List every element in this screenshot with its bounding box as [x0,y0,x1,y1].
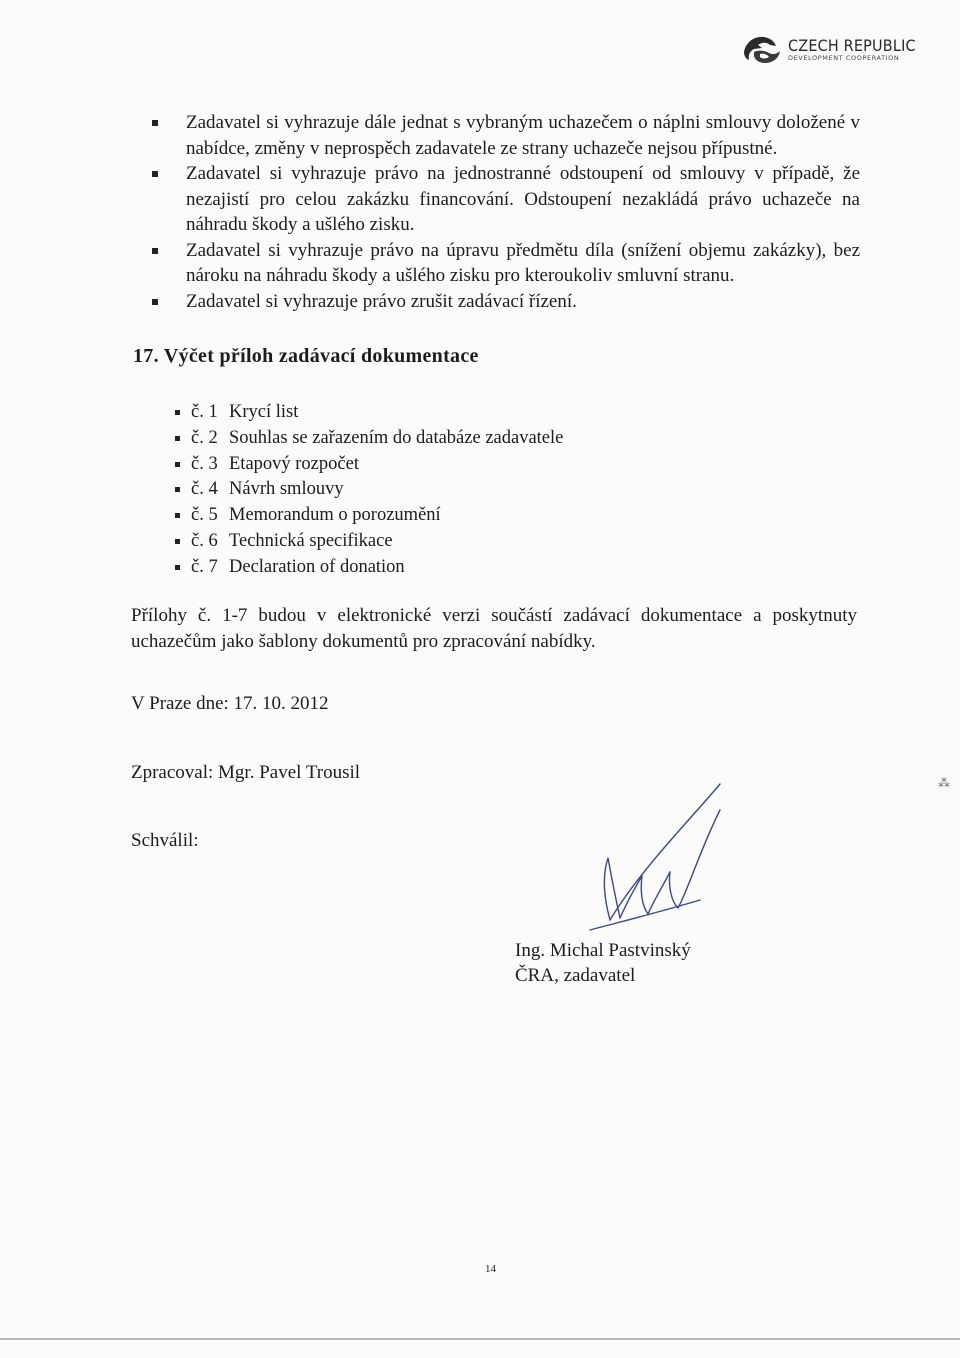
attachments-note: Přílohy č. 1-7 budou v elektronické verzi součástí zadávací dokumentace a poskytnuty uchazečům jako šablony dokumentů pro zpracování nabídky. [131,605,857,652]
attachment-title: Etapový rozpočet [229,453,359,474]
attachment-title: Declaration of donation [229,556,405,577]
attachment-number: č. 1 [191,402,218,422]
page-edge-line [0,1338,960,1340]
list-item: Zadavatel si vyhrazuje dále jednat s vybraným uchazečem o náplni smlouvy doložené v nabídce, změny v neprospěch zadavatele ze strany uchazeče nejsou přípustné. [150,110,860,161]
conditions-list [150,110,860,314]
list-item [175,529,563,555]
list-item [175,477,563,503]
list-item: Zadavatel si vyhrazuje právo na jednostranné odstoupení od smlouvy v případě, že nezajistí pro celou zakázku financování. Odstoupení nezakládá právo uchazeče na náhradu škody a ušlého zisku. [150,161,860,238]
attachment-number: č. 4 [191,479,218,500]
czech-lion-emblem-icon [740,32,784,66]
attachment-number: č. 7 [191,556,218,577]
attachment-title: Memorandum o porozumění [229,505,441,526]
attachment-title: Krycí list [229,402,299,422]
attachment-title: Technická specifikace [229,530,393,551]
list-item [175,400,563,426]
attachment-title: Souhlas se zařazením do databáze zadavatele [229,427,564,448]
attachments-list [175,400,563,581]
signer-name: Ing. Michal Pastvinský [515,940,691,961]
list-item [175,426,563,452]
handwritten-signature [570,780,740,950]
date-line: V Praze dne: 17. 10. 2012 [131,693,329,714]
logo-subtitle: DEVELOPMENT COOPERATION [788,54,900,62]
list-item [175,503,563,529]
list-item [175,452,563,478]
page-number: 14 [485,1263,496,1275]
attachment-title: Návrh smlouvy [229,479,344,500]
list-item: Zadavatel si vyhrazuje právo zrušit zadávací řízení. [150,289,860,315]
attachment-number: č. 5 [191,505,218,526]
list-item: Zadavatel si vyhrazuje právo na úpravu předmětu díla (snížení objemu zakázky), bez nároku na náhradu škody a ušlého zisku pro kteroukoliv smluvní stranu. [150,238,860,289]
scan-artifact: ⁂ [938,776,950,790]
signer-block [515,938,691,988]
attachment-number: č. 3 [191,453,218,474]
list-item [175,555,563,581]
attachment-number: č. 2 [191,427,218,448]
prepared-by: Zpracoval: Mgr. Pavel Trousil [131,762,361,783]
attachment-number: č. 6 [191,530,218,551]
logo-title: CZECH REPUBLIC [788,36,916,55]
approved-label: Schválil: [131,830,199,851]
signer-role: ČRA, zadavatel [515,965,636,986]
section-heading: 17. Výčet příloh zadávací dokumentace [133,345,479,367]
czech-development-cooperation-logo [740,30,920,70]
